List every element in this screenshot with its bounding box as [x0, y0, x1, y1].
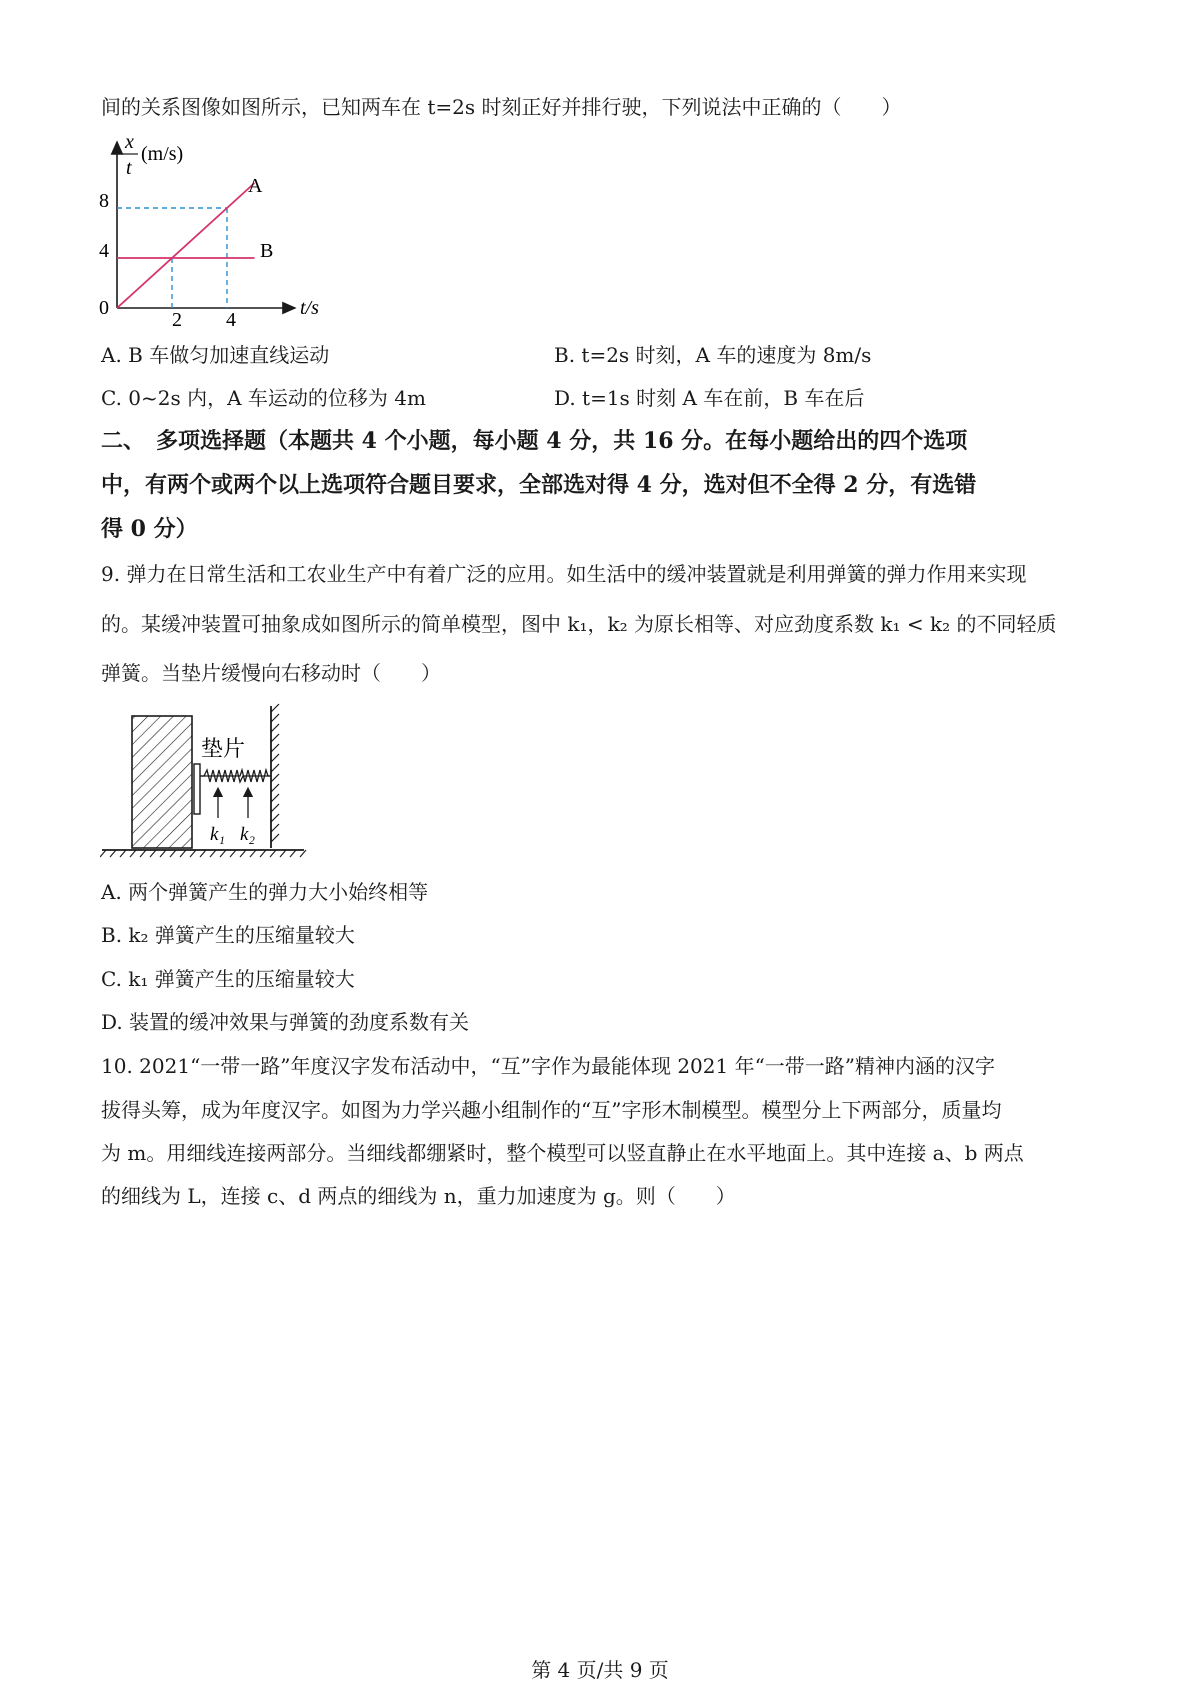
series-lines — [117, 183, 255, 308]
wall-hatching — [271, 704, 279, 842]
y-label-numerator: x — [125, 131, 134, 153]
q9-option-c: C. k₁ 弹簧产生的压缩量较大 — [101, 967, 355, 991]
section2-line3: 得 0 分） — [101, 516, 198, 542]
q9-option-d: D. 装置的缓冲效果与弹簧的劲度系数有关 — [101, 1010, 470, 1034]
line-a-label: A — [248, 175, 263, 197]
x-tick-2: 2 — [172, 309, 182, 330]
x-tick-4: 4 — [226, 309, 236, 330]
q8-option-b: B. t=2s 时刻，A 车的速度为 8m/s — [554, 343, 872, 367]
q9-option-a: A. 两个弹簧产生的弹力大小始终相等 — [101, 880, 429, 904]
q8-intro-line: 间的关系图像如图所示，已知两车在 t=2s 时刻正好并排行驶，下列说法中正确的（ ） — [101, 95, 902, 119]
y-tick-8: 8 — [99, 190, 109, 212]
x-axis-label: t/s — [300, 297, 319, 319]
q9-line2: 的。某缓冲装置可抽象成如图所示的简单模型，图中 k₁，k₂ 为原长相等、对应劲度系数 k₁ < k₂ 的不同轻质 — [101, 612, 1057, 636]
q8-option-d: D. t=1s 时刻 A 车在前，B 车在后 — [554, 386, 865, 410]
y-label-denominator: t — [126, 157, 132, 179]
pad-label: 垫片 — [201, 736, 246, 761]
q9-line1: 9. 弹力在日常生活和工农业生产中有着广泛的应用。如生活中的缓冲装置就是利用弹簧的弹力作用来实现 — [101, 562, 1027, 586]
block — [132, 716, 192, 848]
q9-line3: 弹簧。当垫片缓慢向右移动时（ ） — [101, 661, 441, 685]
q9-option-b: B. k₂ 弹簧产生的压缩量较大 — [101, 923, 355, 947]
origin-label: 0 — [99, 297, 109, 319]
q10-line4: 的细线为 L，连接 c、d 两点的细线为 n，重力加速度为 g。则（ ） — [101, 1184, 736, 1208]
pad — [194, 764, 200, 814]
section2-line2: 中，有两个或两个以上选项符合题目要求，全部选对得 4 分，选对但不全得 2 分，有选错 — [101, 472, 977, 498]
q8-option-c: C. 0~2s 内，A 车运动的位移为 4m — [101, 386, 426, 410]
k1-label: k₁ — [210, 824, 226, 845]
xt-t-graph — [95, 130, 355, 330]
y-tick-4: 4 — [99, 240, 109, 262]
y-label-unit: (m/s) — [141, 143, 184, 165]
line-b-label: B — [260, 240, 274, 262]
q10-line1: 10. 2021“一带一路”年度汉字发布活动中，“互”字作为最能体现 2021 年“一带一路”精神内涵的汉字 — [101, 1054, 996, 1078]
q10-line2: 拔得头筹，成为年度汉字。如图为力学兴趣小组制作的“互”字形木制模型。模型分上下两部分，质量均 — [101, 1098, 1002, 1122]
section2-line1: 二、 多项选择题（本题共 4 个小题，每小题 4 分，共 16 分。在每小题给出的四个选项 — [101, 428, 968, 454]
series-line-A — [117, 183, 255, 308]
page-footer: 第 4 页/共 9 页 — [531, 1658, 669, 1682]
k2-label: k₂ — [240, 824, 256, 845]
ground-hatching — [100, 850, 306, 857]
q8-option-a: A. B 车做匀加速直线运动 — [101, 343, 330, 367]
q10-line3: 为 m。用细线连接两部分。当细线都绷紧时，整个模型可以竖直静止在水平地面上。其中连接 a、b 两点 — [101, 1141, 1024, 1165]
spring-buffer-figure — [100, 700, 310, 865]
